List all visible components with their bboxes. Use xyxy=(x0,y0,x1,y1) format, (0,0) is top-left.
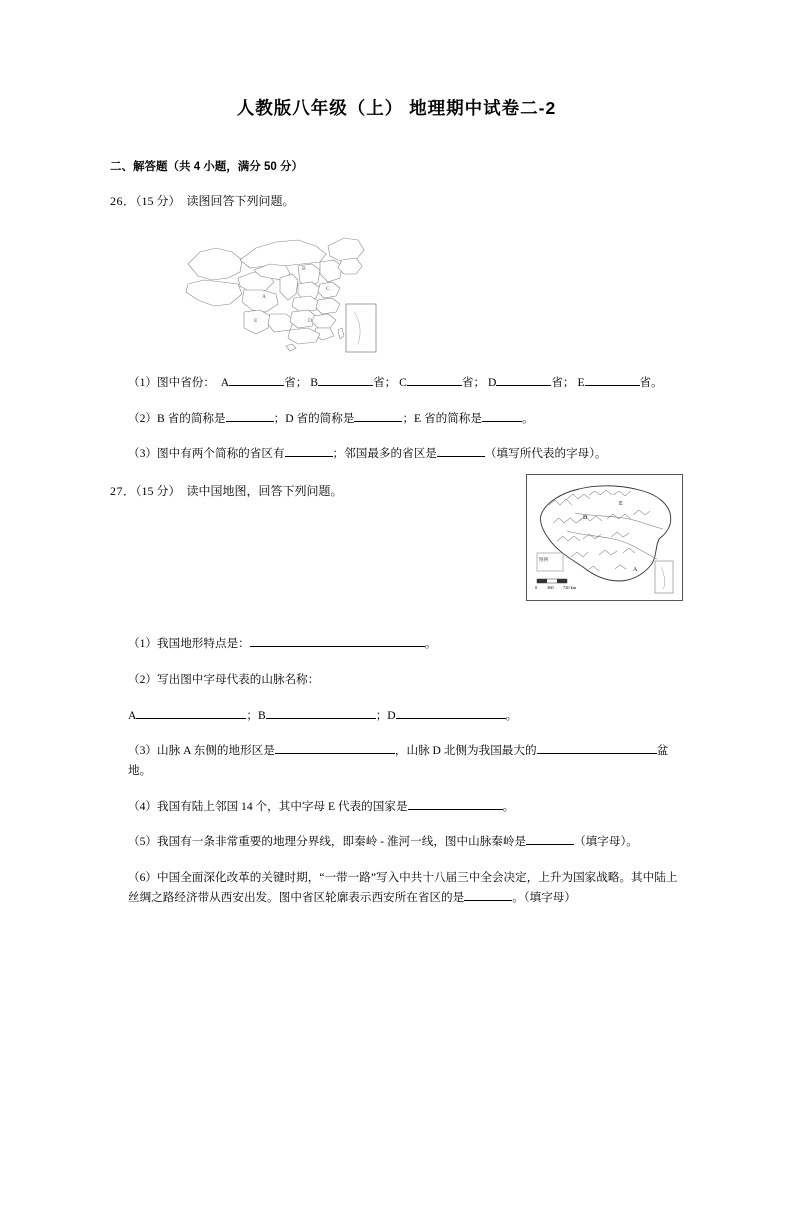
svg-text:E: E xyxy=(254,318,258,324)
q27-sub-1 xyxy=(128,634,683,654)
q26-sub-1-t8: 省； xyxy=(551,376,575,389)
q27-sub-1-tail: 。 xyxy=(424,637,437,651)
q27-blank-east-region[interactable] xyxy=(275,742,395,754)
q27-blank-terrain-feature[interactable] xyxy=(250,635,425,647)
question-27-prompt: 读中国地图，回答下列问题。 xyxy=(186,484,343,499)
svg-text:D: D xyxy=(583,515,588,522)
q27-sub-4-t1: 。 xyxy=(502,799,515,813)
q27-sub-4-t0: 我国有陆上邻国 14 个，其中字母 E 代表的国家是 xyxy=(157,799,408,813)
page-title: 人教版八年级（上） 地理期中试卷二-2 xyxy=(236,98,557,118)
q27-blank-mountain-a[interactable] xyxy=(136,707,246,719)
q26-blank-b-abbr[interactable] xyxy=(226,410,274,422)
q26-blank-e[interactable] xyxy=(585,374,640,386)
q26-sub-1-label: （1） xyxy=(128,376,157,389)
q27-sub-2-answers xyxy=(128,706,683,726)
q27-sub-6-text: 中国全面深化改革的关键时期，“一带一路”写入中共十八届三中全会决定，上升为国家战略。其中陆上丝绸之路经济带从西安出发。图中省区轮廓表示西安所在省区的是 xyxy=(128,871,678,904)
q27-label-d: ；D xyxy=(375,708,396,722)
q27-sub-2-answers-tail: 。 xyxy=(505,708,518,722)
document-page xyxy=(0,95,793,1217)
svg-text:B: B xyxy=(302,266,306,272)
svg-text:图例: 图例 xyxy=(539,557,549,563)
q27-sub-2 xyxy=(128,670,683,690)
q27-sub-3 xyxy=(128,741,683,780)
q27-sub-3-t0: 山脉 A 东侧的地形区是 xyxy=(157,744,275,758)
q26-sub-3-t2: （填写所代表的字母）。 xyxy=(484,447,607,461)
q26-blank-two-abbr[interactable] xyxy=(285,445,333,457)
q27-sub-5-label: （5） xyxy=(128,835,157,849)
china-provinces-map xyxy=(170,222,385,357)
q26-sub-1-t3: B xyxy=(310,376,318,389)
q27-blank-xian-province[interactable] xyxy=(464,889,512,901)
q26-blank-d-abbr[interactable] xyxy=(354,410,402,422)
svg-text:360: 360 xyxy=(547,585,554,591)
q26-sub-2 xyxy=(128,409,683,429)
svg-text:A: A xyxy=(262,294,266,300)
q27-sub-3-t2: 盆地。 xyxy=(128,744,669,777)
q26-blank-c[interactable] xyxy=(407,374,462,386)
q27-blank-country-e[interactable] xyxy=(408,798,503,810)
svg-text:D: D xyxy=(308,318,312,324)
question-26-score: （15 分） xyxy=(135,194,181,208)
q26-blank-most-neighbors[interactable] xyxy=(437,445,485,457)
q27-sub-1-label: （1） xyxy=(128,637,157,651)
q26-sub-1 xyxy=(128,373,683,393)
q26-sub-2-label: （2） xyxy=(128,411,157,425)
q26-sub-3 xyxy=(128,444,683,464)
page-footer-space xyxy=(110,907,683,947)
q27-blank-qinling-letter[interactable] xyxy=(526,833,574,845)
q26-blank-a[interactable] xyxy=(229,374,284,386)
q26-sub-3-t0: 图中有两个简称的省区有 xyxy=(157,447,285,461)
section-heading: 二、解答题（共 4 小题，满分 50 分） xyxy=(110,161,303,173)
question-27-block xyxy=(110,482,683,907)
q26-sub-2-t1: ；D 省的简称是 xyxy=(273,411,355,425)
question-26-number: 26． xyxy=(110,194,136,208)
q26-sub-1-t10: 省。 xyxy=(639,376,663,389)
q27-sub-3-t1: ，山脉 D 北侧为我国最大的 xyxy=(394,744,537,758)
q26-sub-1-t7: D xyxy=(487,376,497,389)
q27-sub-2-text: 写出图中字母代表的山脉名称： xyxy=(157,672,320,686)
q26-sub-3-t1: ；邻国最多的省区是 xyxy=(332,447,437,461)
q27-sub-3-label: （3） xyxy=(128,744,157,758)
svg-text:E: E xyxy=(619,501,623,508)
svg-text:720 km: 720 km xyxy=(563,585,577,591)
question-27-score: （15 分） xyxy=(135,484,181,499)
q27-sub-2-label: （2） xyxy=(128,672,157,686)
q26-sub-3-label: （3） xyxy=(128,447,157,461)
q27-sub-4-label: （4） xyxy=(128,799,157,813)
q27-sub-6-tail: 。（填字母） xyxy=(512,890,576,904)
q26-sub-1-t5: C xyxy=(399,376,407,389)
q27-label-b: ；B xyxy=(246,708,266,722)
q27-sub-6-label: （6） xyxy=(128,871,157,885)
q26-sub-2-t0: B 省的简称是 xyxy=(157,411,226,425)
q26-sub-1-t1: A xyxy=(220,376,230,389)
q26-sub-1-t0: 图中省份： xyxy=(157,376,215,389)
q26-sub-2-t2: ；E 省的简称是 xyxy=(402,411,482,425)
q26-blank-d[interactable] xyxy=(496,374,551,386)
q27-sub-5 xyxy=(128,832,683,852)
svg-text:0: 0 xyxy=(535,585,538,591)
q26-sub-2-t3: 。 xyxy=(522,411,534,425)
q26-blank-e-abbr[interactable] xyxy=(482,410,522,422)
question-27-number: 27． xyxy=(110,484,136,499)
q27-sub-5-t1: （填字母）。 xyxy=(574,835,638,849)
q27-label-a: A xyxy=(128,708,137,722)
q27-blank-mountain-d[interactable] xyxy=(396,707,506,719)
svg-text:A: A xyxy=(633,567,638,574)
q27-blank-largest-basin[interactable] xyxy=(537,742,657,754)
q26-sub-1-t9: E xyxy=(577,376,585,389)
q27-blank-mountain-b[interactable] xyxy=(266,707,376,719)
q27-sub-4 xyxy=(128,797,683,817)
q27-sub-5-t0: 我国有一条非常重要的地理分界线，即秦岭 - 淮河一线，图中山脉秦岭是 xyxy=(157,835,527,849)
question-26-header xyxy=(110,192,683,210)
question-26-prompt: 读图回答下列问题。 xyxy=(186,194,295,208)
q27-sub-6 xyxy=(128,868,683,907)
china-terrain-map xyxy=(526,474,683,601)
svg-text:C: C xyxy=(326,286,330,292)
q26-sub-1-t4: 省； xyxy=(373,376,397,389)
q26-blank-b[interactable] xyxy=(318,374,373,386)
q27-sub-1-text: 我国地形特点是： xyxy=(157,637,250,651)
q26-sub-1-t6: 省； xyxy=(461,376,486,389)
q26-sub-1-t2: 省； xyxy=(284,376,308,389)
